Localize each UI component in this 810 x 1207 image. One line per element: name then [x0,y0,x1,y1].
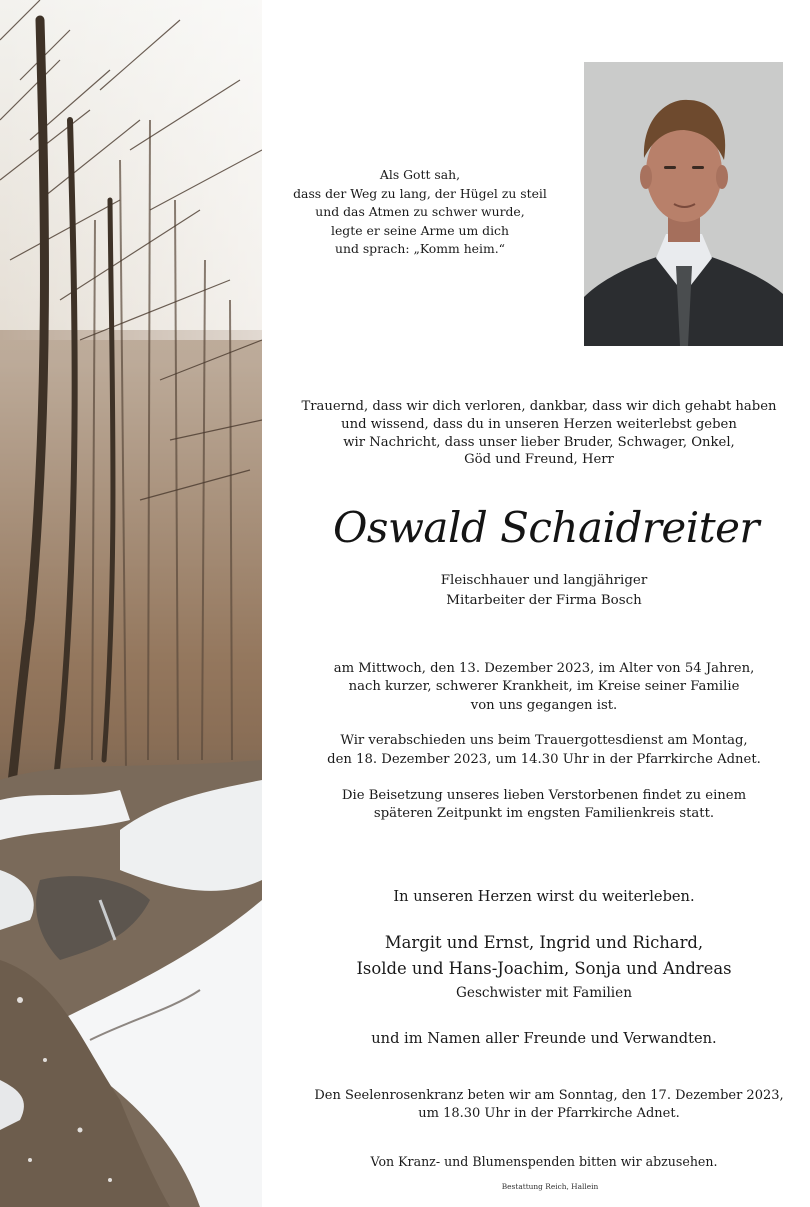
funeral-service [270,732,810,770]
death-line: am Mittwoch, den 13. Dezember 2023, im Alter von 54 Jahren, [333,661,755,676]
intro-line: wir Nachricht, dass unser lieber Bruder, Schwager, Onkel, [343,434,735,450]
intro-text [268,398,810,469]
closing-motto: In unseren Herzen wirst du weiterleben. [393,888,695,905]
intro-line: Trauernd, dass wir dich verloren, dankbar, dass wir dich gehabt haben [301,399,777,414]
deceased-name: Oswald Schaidreiter [332,503,760,552]
portrait-photo [584,62,783,346]
poem-line: und sprach: „Komm heim.“ [334,241,505,257]
intro-line: und wissend, dass du in unseren Herzen weiterlebst geben [341,416,737,432]
family-relation: Geschwister mit Familien [456,985,632,1001]
poem-line: Als Gott sah, [379,167,461,182]
service-line: Wir verabschieden uns beim Trauergottesdienst am Montag, [340,733,748,748]
friends-line: und im Namen aller Freunde und Verwandten. [371,1030,717,1047]
poem-line: und das Atmen zu schwer wurde, [315,204,525,220]
burial-notice [270,787,810,824]
occupation [270,571,810,610]
intro-line: Göd und Freund, Herr [464,452,614,468]
burial-line: Die Beisetzung unseres lieben Verstorbenen findet zu einem [341,788,747,803]
death-notice [270,660,810,715]
flowers-request: Von Kranz- und Blumenspenden bitten wir abzusehen. [370,1154,718,1169]
undertaker-credit: Bestattung Reich, Hallein [501,1182,599,1191]
rosary-line: Den Seelenrosenkranz beten wir am Sonntag, den 17. Dezember 2023, [314,1088,784,1103]
family-signatures [270,930,810,1004]
rosary-line: um 18.30 Uhr in der Pfarrkirche Adnet. [418,1106,680,1122]
rosary-notice [282,1087,810,1124]
service-line: den 18. Dezember 2023, um 14.30 Uhr in der Pfarrkirche Adnet. [327,751,761,767]
death-line: nach kurzer, schwerer Krankheit, im Kreise seiner Familie [348,679,740,695]
family-line: Margit und Ernst, Ingrid und Richard, [384,933,704,952]
occupation-line: Mitarbeiter der Firma Bosch [446,592,642,608]
winter-forest-image [0,0,262,1207]
poem-line: dass der Weg zu lang, der Hügel zu steil [293,185,547,201]
poem-line: legte er seine Arme um dich [331,222,509,238]
death-line: von uns gegangen ist. [470,697,618,713]
occupation-line: Fleischhauer und langjähriger [440,573,648,588]
poem [270,166,570,259]
burial-line: späteren Zeitpunkt im engsten Familienkreis statt. [373,806,715,822]
family-line: Isolde und Hans-Joachim, Sonja und Andreas [356,959,732,978]
